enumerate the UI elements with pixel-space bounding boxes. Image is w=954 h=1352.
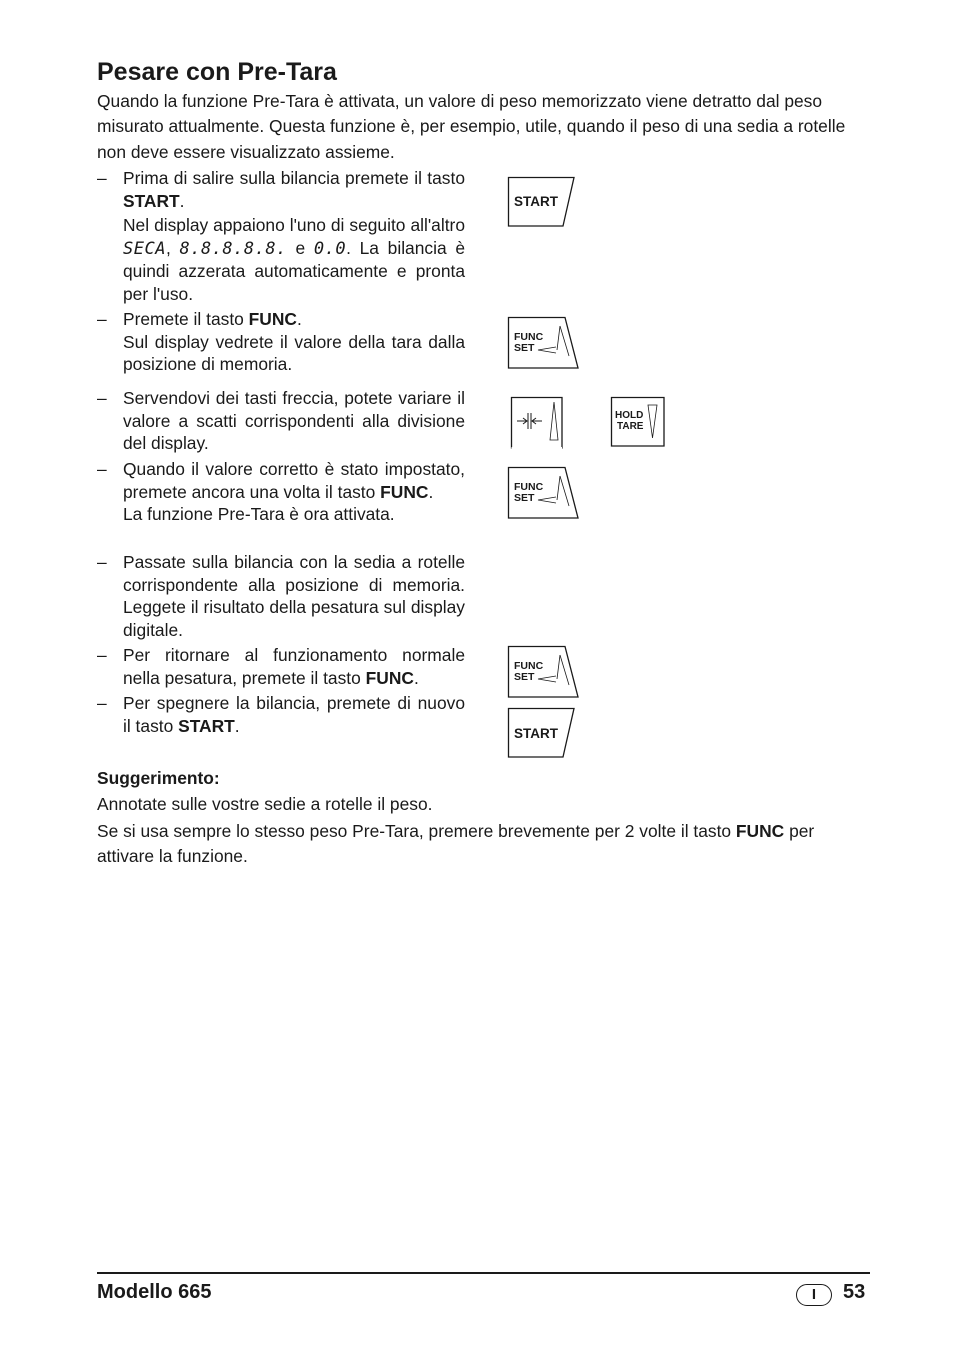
list-dash: – <box>97 459 107 479</box>
step-2 <box>97 308 465 376</box>
language-badge: I <box>796 1284 832 1306</box>
start-key-ref: START <box>123 190 180 211</box>
step-4-text: Quando il valore corretto è stato impostato, premete ancora una volta il tasto FUNC. <box>123 459 465 502</box>
func-key-ref: FUNC <box>365 667 414 688</box>
svg-text:SET: SET <box>514 671 535 683</box>
step-6 <box>97 644 465 689</box>
tip-line-2: Se si usa sempre lo stesso peso Pre-Tara, premere brevemente per 2 volte il tasto FUNC per attivare la funzione. <box>97 821 815 866</box>
page-number: 53 <box>843 1281 866 1303</box>
footer-model: Modello 665 <box>97 1281 212 1303</box>
func-key-ref: FUNC <box>735 821 785 841</box>
list-dash: – <box>97 168 107 188</box>
list-dash: – <box>97 309 107 329</box>
start-key-ref: START <box>178 715 235 736</box>
step-7-text: Per spegnere la bilancia, premete di nuovo il tasto START. <box>123 693 465 736</box>
svg-text:HOLD: HOLD <box>615 410 644 421</box>
func-set-key-illustration <box>507 466 581 520</box>
list-dash: – <box>97 552 107 572</box>
display-readout-seca: SECA <box>123 238 166 259</box>
step-1-text: Prima di salire sulla bilancia premete il tasto START. <box>123 168 465 211</box>
step-5 <box>97 551 465 641</box>
intro-paragraph: Quando la funzione Pre-Tara è attivata, un valore di peso memorizzato viene detratto dal peso misurato attualmente. Questa funzione è, per esempio, utile, quando il peso di una sedia a rotelle non deve essere visualizzato assieme. <box>97 91 846 162</box>
func-key-ref: FUNC <box>248 309 297 329</box>
svg-text:START: START <box>514 194 558 209</box>
list-dash: – <box>97 388 107 408</box>
func-key-ref: FUNC <box>380 481 429 502</box>
func-set-key-illustration <box>507 645 581 699</box>
svg-text:SET: SET <box>514 492 535 504</box>
step-5-text: Passate sulla bilancia con la sedia a rotelle corrispondente alla posizione di memoria. Leggete il risultato della pesatura sul display digitale. <box>123 552 465 640</box>
page-title: Pesare con Pre-Tara <box>97 58 337 86</box>
step-3 <box>97 387 465 455</box>
list-dash: – <box>97 693 107 713</box>
step-6-text: Per ritornare al funzionamento normale nella pesatura, premete il tasto FUNC. <box>123 645 465 688</box>
arrow-key-illustration <box>510 396 566 450</box>
hold-tare-key-illustration <box>610 396 668 450</box>
start-key-illustration <box>507 176 577 228</box>
start-key-illustration <box>507 707 577 759</box>
step-4-detail: La funzione Pre-Tara è ora attivata. <box>123 504 395 525</box>
display-readout-zero: 0.0 <box>313 238 347 259</box>
step-1-detail: Nel display appaiono l'uno di seguito all'altro SECA, 8.8.8.8.8. e 0.0. La bilancia è quindi azzerata automaticamente e pronta per l'uso. <box>123 215 465 304</box>
step-3-text: Servendovi dei tasti freccia, potete variare il valore a scatti corrispondenti alla divisione del display. <box>123 388 465 454</box>
svg-text:FUNC: FUNC <box>514 481 544 493</box>
step-4 <box>97 458 465 526</box>
svg-text:FUNC: FUNC <box>514 331 544 343</box>
svg-text:TARE: TARE <box>617 421 644 432</box>
tip-line-1: Annotate sulle vostre sedie a rotelle il peso. <box>97 794 433 814</box>
step-1 <box>97 167 465 306</box>
svg-text:START: START <box>514 726 558 741</box>
step-2-detail: Sul display vedrete il valore della tara dalla posizione di memoria. <box>123 331 465 375</box>
footer-rule <box>97 1272 870 1274</box>
svg-text:SET: SET <box>514 342 535 354</box>
display-readout-test: 8.8.8.8.8. <box>179 238 287 259</box>
step-7 <box>97 692 465 737</box>
svg-text:FUNC: FUNC <box>514 660 544 672</box>
tip-heading: Suggerimento: <box>97 768 220 788</box>
list-dash: – <box>97 645 107 665</box>
func-set-key-illustration <box>507 316 581 370</box>
step-2-text: Premete il tasto FUNC. <box>123 309 302 329</box>
